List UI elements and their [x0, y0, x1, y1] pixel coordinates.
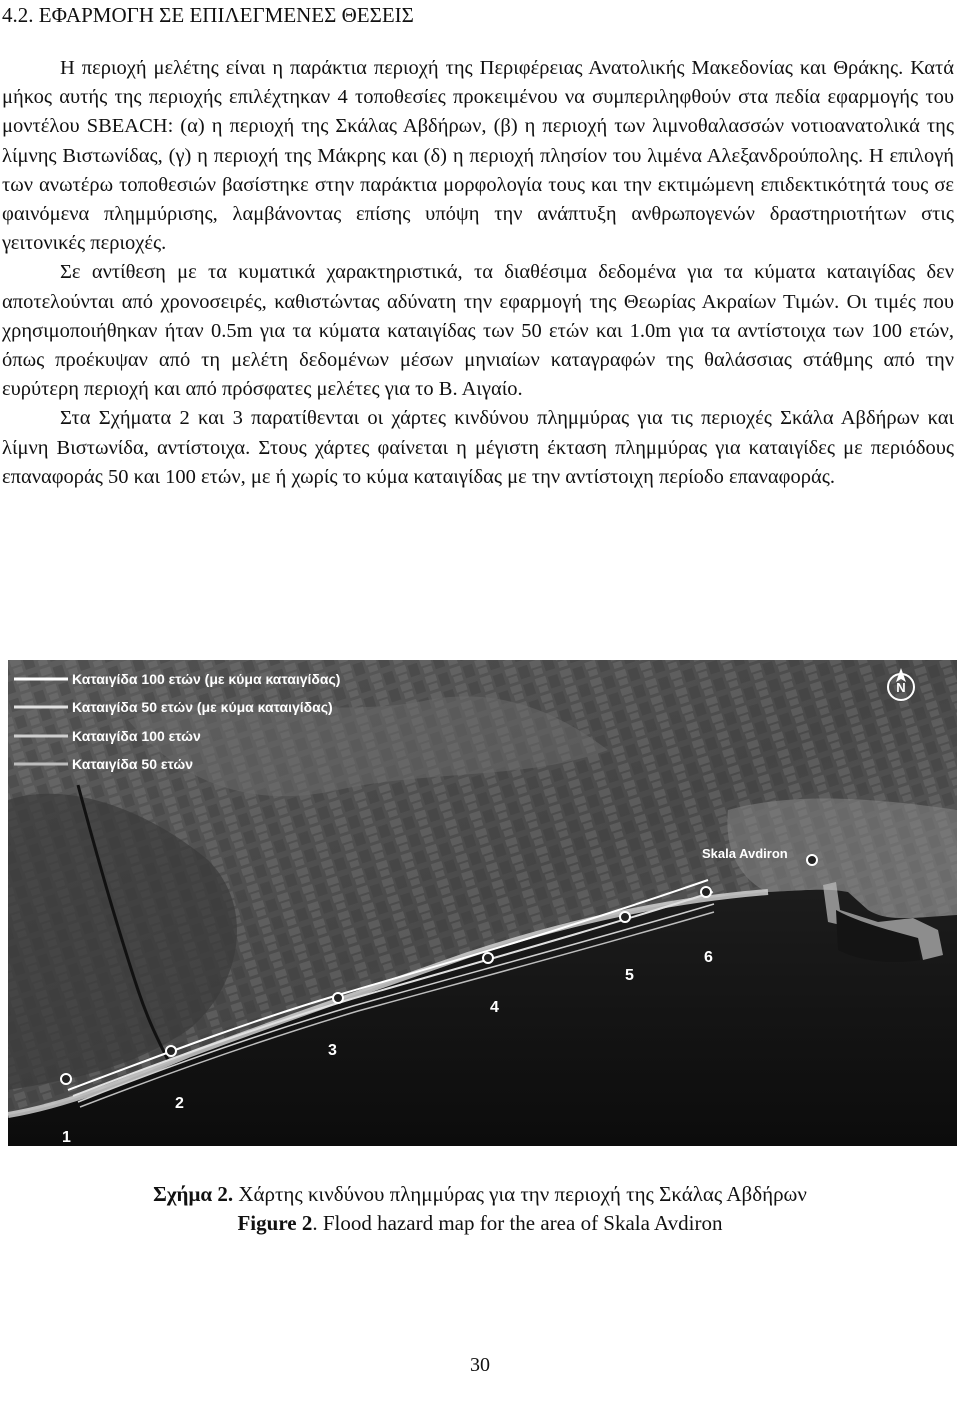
- marker-dot-4: [483, 953, 493, 963]
- page-number: 30: [470, 1354, 490, 1376]
- marker-label-6: 6: [704, 949, 713, 966]
- marker-label-2: 2: [175, 1095, 184, 1112]
- marker-label-4: 4: [490, 999, 499, 1016]
- marker-dot-1: [61, 1074, 71, 1084]
- legend-label-4: Καταιγίδα 50 ετών: [72, 756, 193, 772]
- caption-greek-text: Χάρτης κινδύνου πλημμύρας για την περιοχή της Σκάλας Αβδήρων: [233, 1182, 807, 1206]
- caption-greek-prefix: Σχήμα 2.: [153, 1182, 234, 1206]
- figure-caption-greek: [0, 1180, 960, 1208]
- marker-dot-6: [701, 887, 711, 897]
- flood-map-figure: [8, 660, 957, 1146]
- legend-label-3: Καταιγίδα 100 ετών: [72, 728, 201, 744]
- body-text: [2, 54, 954, 492]
- marker-label-3: 3: [328, 1042, 337, 1059]
- marker-label-1: 1: [62, 1129, 71, 1146]
- place-marker: [807, 855, 817, 865]
- caption-english-prefix: Figure 2: [237, 1211, 313, 1235]
- paragraph-2: Σε αντίθεση με τα κυματικά χαρακτηριστικά, τα διαθέσιμα δεδομένα για τα κύματα καταιγίδας δεν αποτελούνται από χρονοσειρές, καθιστώντας αδύνατη την εφαρμογή της Θεωρίας Ακραίων Τιμών. Οι τιμές που χρησιμοποιήθηκαν ήταν 0.5m για τα κύματα καταιγίδας των 50 ετών και 1.0m για τα αντίστοιχα των 100 ετών, όπως προέκυψαν από τη μελέτη δεδομένων μέσων μηνιαίων καταγραφών της θαλάσσιας στάθμης από την ευρύτερη περιοχή και από πρόσφατες μελέτες για το Β. Αιγαίο.: [2, 261, 954, 401]
- north-label: N: [896, 680, 906, 695]
- caption-english-text: . Flood hazard map for the area of Skala Avdiron: [312, 1211, 723, 1235]
- legend-label-1: Καταιγίδα 100 ετών (με κύμα καταιγίδας): [72, 671, 341, 687]
- figure-caption-english: [0, 1209, 960, 1237]
- place-label: Skala Avdiron: [702, 846, 788, 861]
- marker-label-5: 5: [625, 967, 634, 984]
- section-heading: 4.2. ΕΦΑΡΜΟΓΗ ΣΕ ΕΠΙΛΕΓΜΕΝΕΣ ΘΕΣΕΙΣ: [2, 3, 414, 27]
- legend-label-2: Καταιγίδα 50 ετών (με κύμα καταιγίδας): [72, 699, 333, 715]
- paragraph-1: Η περιοχή μελέτης είναι η παράκτια περιοχή της Περιφέρειας Ανατολικής Μακεδονίας και Θράκης. Κατά μήκος αυτής της περιοχής επιλέχτηκαν 4 τοποθεσίες προκειμένου να συμπεριληφθούν στα πεδία εφαρμογής του μοντέλου SBEACH: (α) η περιοχή της Σκάλας Αβδήρων, (β) η περιοχή των λιμνοθαλασσών νοτιοανατολικά της λίμνης Βιστωνίδας, (γ) η περιοχή της Μάκρης και (δ) η περιοχή πλησίον του λιμένα Αλεξανδρούπολης. Η επιλογή των ανωτέρω τοποθεσιών βασίστηκε στην παράκτια μορφολογία τους και την εκτιμώμενη επιδεκτικότητά τους σε φαινόμενα πλημμύρισης, λαμβάνοντας επίσης υπόψη την ανάπτυξη ανθρωπογενών δραστηριοτήτων στις γειτονικές περιοχές.: [2, 57, 954, 255]
- marker-dot-5: [620, 912, 630, 922]
- marker-dot-3: [333, 993, 343, 1003]
- flood-map: [8, 660, 957, 1146]
- paragraph-3: Στα Σχήματα 2 και 3 παρατίθενται οι χάρτες κινδύνου πλημμύρας για τις περιοχές Σκάλα Αβδήρων και λίμνη Βιστωνίδα, αντίστοιχα. Στους χάρτες φαίνεται η μέγιστη έκταση πλημμύρας για καταιγίδες με περιόδους επαναφοράς 50 και 100 ετών, με ή χωρίς το κύμα καταιγίδας με την αντίστοιχη περίοδο επαναφοράς.: [2, 407, 954, 488]
- marker-dot-2: [166, 1046, 176, 1056]
